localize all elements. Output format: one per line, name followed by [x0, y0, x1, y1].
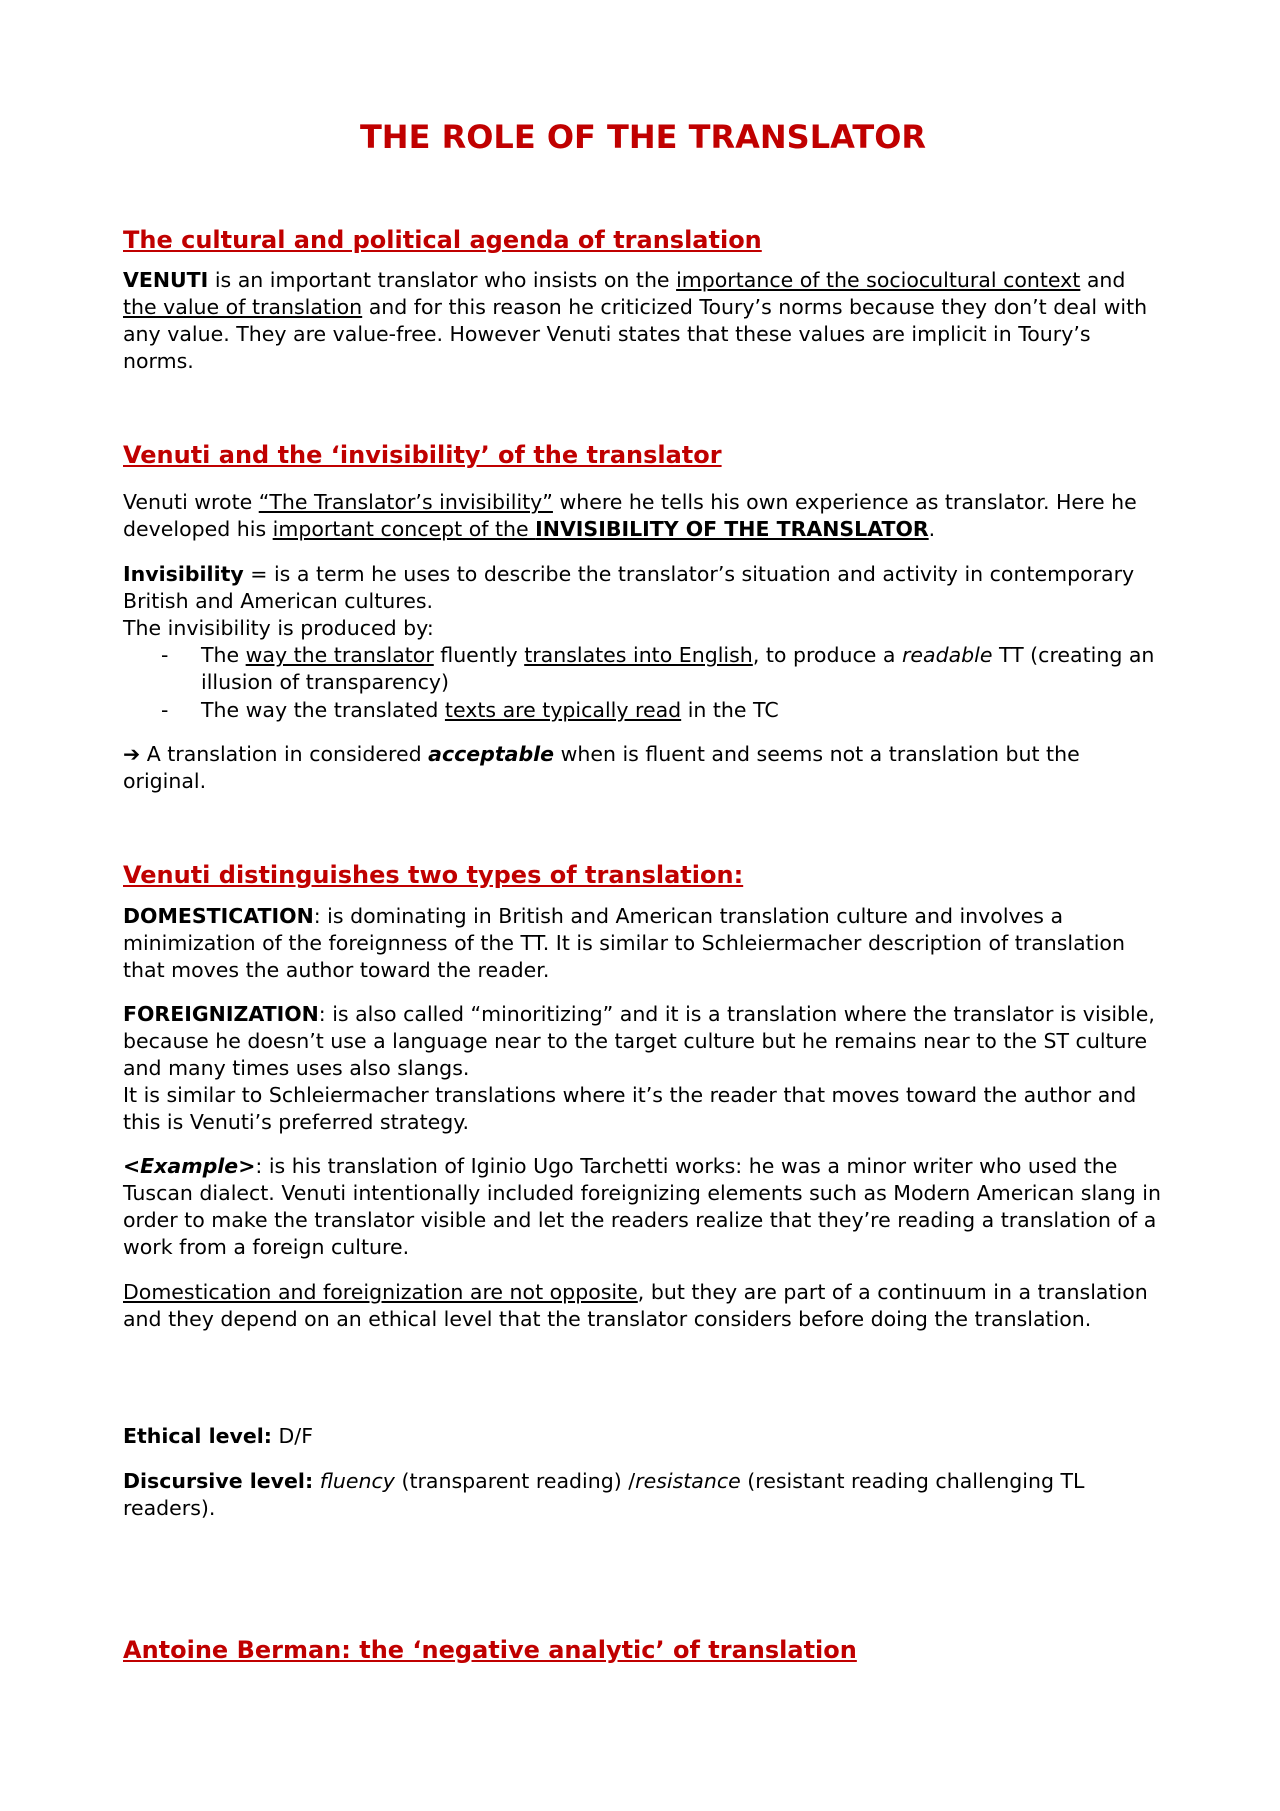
page-title: THE ROLE OF THE TRANSLATOR [359, 118, 927, 156]
underlined-text: translates into English [524, 643, 753, 667]
text-run: where he tells his own experience as translator. Here he developed his [123, 490, 1137, 541]
paragraph-venuti-intro [123, 267, 1163, 375]
text-run: : is his translation of Iginio Ugo Tarchetti works: he was a minor writer who used the Tuscan dialect. Venuti intentionally included foreignizing elements such as Modern American slang in order to make the translator visible and let the readers realize that they’re reading a translation of a work from a foreign culture. [123, 1154, 1161, 1259]
list-dash: - [161, 698, 169, 722]
section-heading-two-types: Venuti distinguishes two types of translation: [123, 861, 744, 889]
italic-text: resistance [635, 1469, 741, 1493]
text-run: Venuti wrote [123, 490, 259, 514]
text-run: : is also called “minoritizing” and it is a translation where the translator is visible, because he doesn’t use a language near to the target culture but he remains near to the ST culture and many times uses also slangs. [123, 1002, 1155, 1080]
foreignization-term: FOREIGNIZATION [123, 1002, 319, 1026]
text-run: , but they are part of a continuum in a translation and they depend on an ethical level that the translator considers before doing the translation. [123, 1280, 1148, 1331]
paragraph-example [123, 1153, 1163, 1261]
acceptable-term: acceptable [428, 742, 555, 766]
paragraph-produced-by: The invisibility is produced by: [123, 616, 434, 640]
italic-text: readable [901, 643, 993, 667]
list-dash: - [161, 643, 169, 667]
text-run: . [928, 517, 936, 541]
example-label: <Example> [123, 1154, 256, 1178]
paragraph-schleiermacher: It is similar to Schleiermacher translations where it’s the reader that moves toward the author and this is Venuti’s preferred strategy. [123, 1083, 1137, 1134]
underlined-concept [273, 517, 929, 541]
section-heading-invisibility: Venuti and the ‘invisibility’ of the translator [123, 441, 722, 469]
italic-text: fluency [319, 1469, 395, 1493]
ethical-level-label: Ethical level: [123, 1424, 272, 1448]
paragraph-domestication [123, 903, 1163, 984]
text-run: (resistant reading challenging TL readers). [123, 1469, 1085, 1520]
discursive-level-label: Discursive level: [123, 1469, 314, 1493]
text-run: The way the translated [201, 698, 445, 722]
list-item-text [201, 642, 1163, 696]
text-run: and [1080, 268, 1126, 292]
text-run: important concept of the [272, 517, 536, 541]
domestication-term: DOMESTICATION [123, 904, 314, 928]
paragraph-invisibility-definition [123, 561, 1163, 615]
text-run: TT (creating an illusion of transparency) [201, 643, 1155, 694]
text-run: D/F [272, 1424, 313, 1448]
section-heading-berman: Antoine Berman: the ‘negative analytic’ of translation [123, 1636, 857, 1664]
text-run: is an important translator who insists on the [208, 268, 677, 292]
text-run: A translation in considered [140, 742, 429, 766]
invisibility-term: Invisibility [123, 562, 244, 586]
text-run: = is a term he uses to describe the translator’s situation and activity in contemporary British and American cultures. [123, 562, 1135, 613]
text-run: : is dominating in British and American translation culture and involves a minimization of the foreignness of the TT. It is similar to Schleiermacher description of translation that moves the author toward the reader. [123, 904, 1125, 982]
text-run: in the TC [681, 698, 779, 722]
underlined-text: the value of translation [123, 295, 363, 319]
text-run: and for this reason he criticized Toury’s norms because they don’t deal with any value. They are value-free. However Venuti states that these values are implicit in Toury’s norms. [123, 295, 1148, 373]
venuti-label: VENUTI [123, 268, 209, 292]
underlined-text: texts are typically read [444, 698, 682, 722]
list-item-text [201, 697, 1163, 724]
text-run: , to produce a [752, 643, 902, 667]
paragraph-discursive-level [123, 1468, 1163, 1522]
paragraph-acceptable [123, 741, 1163, 795]
underlined-text: importance of the sociocultural context [676, 268, 1081, 292]
text-run: fluently [433, 643, 525, 667]
underlined-text: way the translator [245, 643, 434, 667]
text-run: (transparent reading) / [394, 1469, 636, 1493]
paragraph-ethical-level [123, 1423, 1163, 1450]
text-run: when is fluent and seems not a translation but the original. [123, 742, 1080, 793]
paragraph-translators-invisibility [123, 489, 1163, 543]
invisibility-concept: INVISIBILITY OF THE TRANSLATOR [535, 517, 929, 541]
paragraph-continuum [123, 1279, 1163, 1333]
arrow-icon: ➔ [123, 742, 141, 766]
book-title: “The Translator’s invisibility” [258, 490, 553, 514]
paragraph-foreignization [123, 1001, 1163, 1082]
section-heading-cultural-agenda: The cultural and political agenda of translation [123, 226, 762, 254]
text-run: The [201, 643, 246, 667]
underlined-text: Domestication and foreignization are not opposite [123, 1280, 638, 1304]
